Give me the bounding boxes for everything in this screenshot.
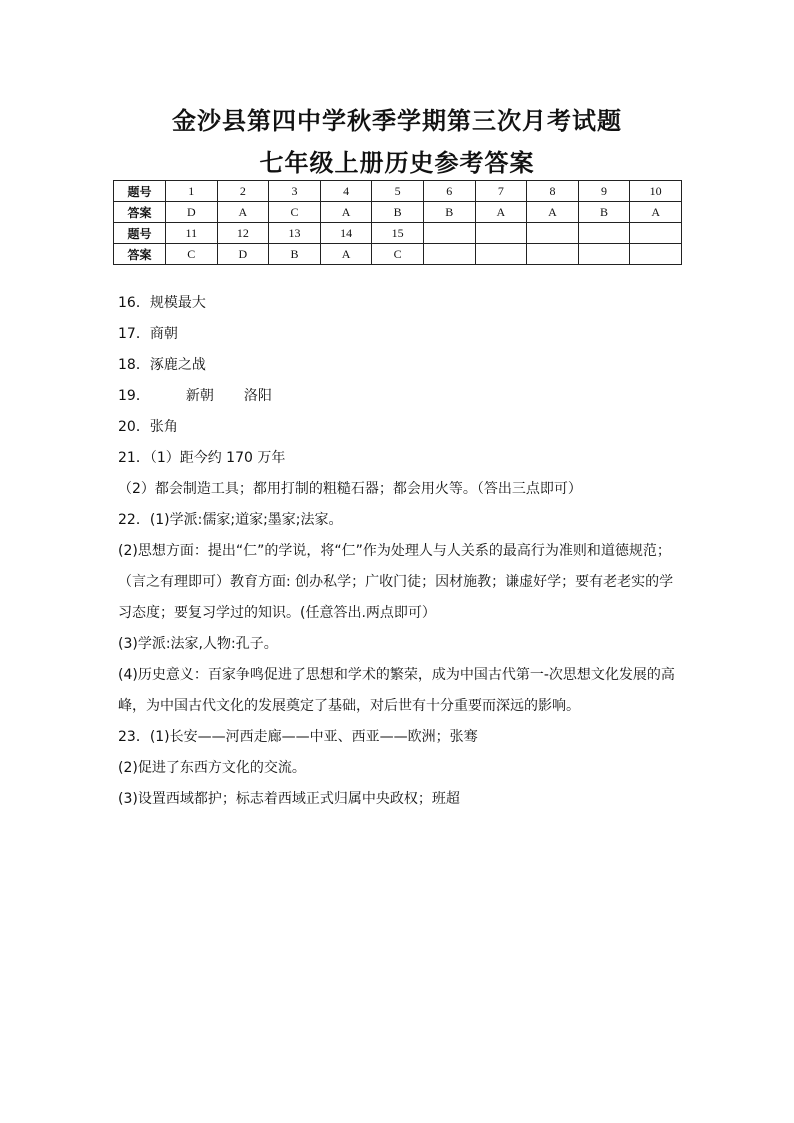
page-subtitle: 七年级上册历史参考答案	[259, 148, 535, 177]
question-number	[630, 223, 682, 244]
answer-19-part-b: 洛阳	[243, 388, 272, 404]
answer-cell: B	[269, 244, 321, 265]
answer-cell: B	[578, 202, 630, 223]
answer-label: 答案	[114, 244, 166, 265]
answer-22-1: 22．(1)学派:儒家;道家;墨家;法家。	[118, 512, 343, 528]
answer-22-2c: 习态度；要复习学过的知识。(任意答出.两点即可）	[118, 605, 436, 621]
answer-18: 18．涿鹿之战	[118, 357, 206, 373]
question-number: 3	[269, 181, 321, 202]
answer-cell: A	[630, 202, 682, 223]
answer-cell: A	[217, 202, 269, 223]
answer-22-2b: （言之有理即可）教育方面: 创办私学；广收门徒；因材施教；谦虚好学；要有老老实的学	[118, 574, 674, 590]
question-number: 7	[475, 181, 527, 202]
question-number: 13	[269, 223, 321, 244]
answer-label: 答案	[114, 202, 166, 223]
question-number	[423, 223, 475, 244]
answer-cell: C	[269, 202, 321, 223]
answer-cell	[578, 244, 630, 265]
answer-19-number: 19．	[118, 388, 150, 404]
answer-20: 20．张角	[118, 419, 178, 435]
question-number: 14	[320, 223, 372, 244]
answer-21-1: 21．（1）距今约 170 万年	[118, 450, 286, 466]
answer-cell: A	[320, 244, 372, 265]
answer-cell: D	[166, 202, 218, 223]
header-label: 题号	[114, 223, 166, 244]
answer-cell: A	[320, 202, 372, 223]
answer-23-1: 23．(1)长安——河西走廊——中亚、西亚——欧洲；张骞	[118, 729, 478, 745]
answer-cell: C	[166, 244, 218, 265]
question-number: 9	[578, 181, 630, 202]
question-number: 10	[630, 181, 682, 202]
answer-cell: B	[372, 202, 424, 223]
answer-19	[118, 383, 688, 414]
question-number	[475, 223, 527, 244]
question-number: 12	[217, 223, 269, 244]
table-row-answers-1	[114, 202, 682, 223]
answer-19-part-a: 新朝	[185, 388, 214, 404]
question-number: 5	[372, 181, 424, 202]
answer-22-2a: (2)思想方面：提出“仁”的学说，将“仁”作为处理人与人关系的最高行为准则和道德规范；	[118, 543, 671, 559]
question-number: 8	[527, 181, 579, 202]
answer-cell: D	[217, 244, 269, 265]
answer-cell: B	[423, 202, 475, 223]
question-number: 11	[166, 223, 218, 244]
question-number	[527, 223, 579, 244]
answer-21-2: （2）都会制造工具；都用打制的粗糙石器；都会用火等。（答出三点即可）	[118, 481, 582, 497]
answer-cell	[423, 244, 475, 265]
answer-cell: C	[372, 244, 424, 265]
table-row-numbers-2	[114, 223, 682, 244]
answer-cell: A	[527, 202, 579, 223]
question-number	[578, 223, 630, 244]
answer-cell	[527, 244, 579, 265]
answer-22-4a: (4)历史意义：百家争鸣促进了思想和学术的繁荣，成为中国古代第一-次思想文化发展的高	[118, 667, 675, 683]
answer-23-2: (2)促进了东西方文化的交流。	[118, 760, 306, 776]
table-row-numbers-1	[114, 181, 682, 202]
page-title: 金沙县第四中学秋季学期第三次月考试题	[172, 106, 622, 135]
question-number: 4	[320, 181, 372, 202]
answer-16: 16．规模最大	[118, 295, 206, 311]
answer-list	[118, 290, 688, 817]
question-number: 1	[166, 181, 218, 202]
answer-17: 17．商朝	[118, 326, 178, 342]
answer-22-4b: 峰，为中国古代文化的发展奠定了基础，对后世有十分重要而深远的影响。	[118, 698, 580, 714]
header-label: 题号	[114, 181, 166, 202]
table-row-answers-2	[114, 244, 682, 265]
answer-23-3: (3)设置西域都护；标志着西域正式归属中央政权；班超	[118, 791, 460, 807]
answer-cell	[475, 244, 527, 265]
question-number: 6	[423, 181, 475, 202]
answer-cell	[630, 244, 682, 265]
question-number: 15	[372, 223, 424, 244]
answer-22-3: (3)学派:法家,人物:孔子。	[118, 636, 278, 652]
answer-table	[113, 180, 682, 265]
answer-cell: A	[475, 202, 527, 223]
question-number: 2	[217, 181, 269, 202]
